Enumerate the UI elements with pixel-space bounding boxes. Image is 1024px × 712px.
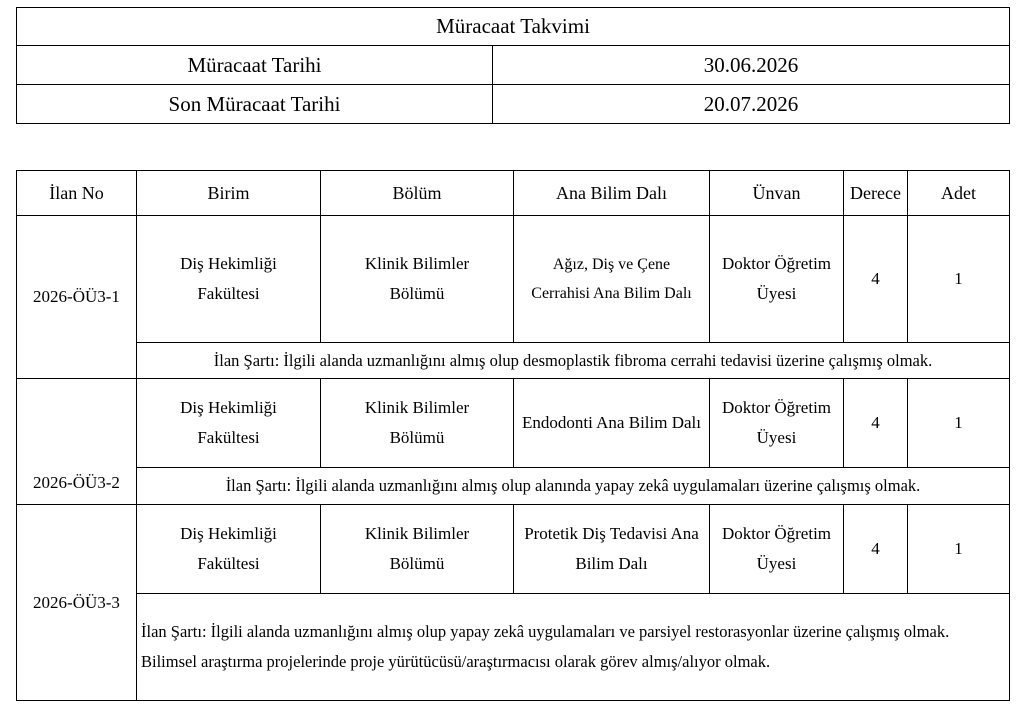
positions-table xyxy=(16,170,1010,701)
table-row-condition xyxy=(17,594,1010,701)
table-row xyxy=(17,379,1010,468)
header-ilan-no: İlan No xyxy=(17,171,137,216)
ilan-no-text: 2026-ÖÜ3-2 xyxy=(33,473,120,492)
cell-adet: 1 xyxy=(908,216,1010,343)
cell-ilan-sarti: İlan Şartı: İlgili alanda uzmanlığını almış olup desmoplastik fibroma cerrahi tedavisi üzerine çalışmış olmak. xyxy=(137,343,1010,379)
cell-ilan-sarti: İlan Şartı: İlgili alanda uzmanlığını almış olup alanında yapay zekâ uygulamaları üzerine çalışmış olmak. xyxy=(137,468,1010,505)
table-header-row xyxy=(17,171,1010,216)
table-row-condition xyxy=(17,343,1010,379)
application-schedule-table xyxy=(16,7,1010,124)
cell-adet: 1 xyxy=(908,379,1010,468)
table-row xyxy=(17,505,1010,594)
header-birim: Birim xyxy=(137,171,321,216)
table-row xyxy=(17,216,1010,343)
cell-ana-bilim-dali: Ağız, Diş ve Çene Cerrahisi Ana Bilim Dalı xyxy=(514,216,710,343)
schedule-title: Müracaat Takvimi xyxy=(17,8,1010,46)
cell-ilan-no xyxy=(17,379,137,505)
cell-birim: Diş Hekimliği Fakültesi xyxy=(137,379,321,468)
cell-adet: 1 xyxy=(908,505,1010,594)
cell-ilan-sarti: İlan Şartı: İlgili alanda uzmanlığını almış olup yapay zekâ uygulamaları ve parsiyel restorasyonlar üzerine çalışmış olmak. Bilimsel araştırma projelerinde proje yürütücüsü/araştırmacısı olarak görev almış/alıyor olmak. xyxy=(137,594,1010,701)
cell-bolum: Klinik Bilimler Bölümü xyxy=(321,216,514,343)
header-derece: Derece xyxy=(844,171,908,216)
schedule-label-deadline: Son Müracaat Tarihi xyxy=(17,85,493,124)
table-row-condition xyxy=(17,468,1010,505)
schedule-row xyxy=(17,85,1010,124)
cell-bolum: Klinik Bilimler Bölümü xyxy=(321,379,514,468)
header-bolum: Bölüm xyxy=(321,171,514,216)
cell-ana-bilim-dali: Endodonti Ana Bilim Dalı xyxy=(514,379,710,468)
header-unvan: Ünvan xyxy=(710,171,844,216)
cell-birim: Diş Hekimliği Fakültesi xyxy=(137,216,321,343)
cell-derece: 4 xyxy=(844,379,908,468)
cell-derece: 4 xyxy=(844,505,908,594)
cell-unvan: Doktor Öğretim Üyesi xyxy=(710,505,844,594)
cell-ilan-no: 2026-ÖÜ3-1 xyxy=(17,216,137,379)
schedule-value-application-date: 30.06.2026 xyxy=(493,46,1010,85)
cell-birim: Diş Hekimliği Fakültesi xyxy=(137,505,321,594)
cell-unvan: Doktor Öğretim Üyesi xyxy=(710,379,844,468)
cell-ana-bilim-dali: Protetik Diş Tedavisi Ana Bilim Dalı xyxy=(514,505,710,594)
header-ana-bilim-dali: Ana Bilim Dalı xyxy=(514,171,710,216)
cell-ilan-no: 2026-ÖÜ3-3 xyxy=(17,505,137,701)
schedule-row xyxy=(17,46,1010,85)
schedule-label-application-date: Müracaat Tarihi xyxy=(17,46,493,85)
cell-derece: 4 xyxy=(844,216,908,343)
header-adet: Adet xyxy=(908,171,1010,216)
cell-bolum: Klinik Bilimler Bölümü xyxy=(321,505,514,594)
cell-unvan: Doktor Öğretim Üyesi xyxy=(710,216,844,343)
schedule-value-deadline: 20.07.2026 xyxy=(493,85,1010,124)
